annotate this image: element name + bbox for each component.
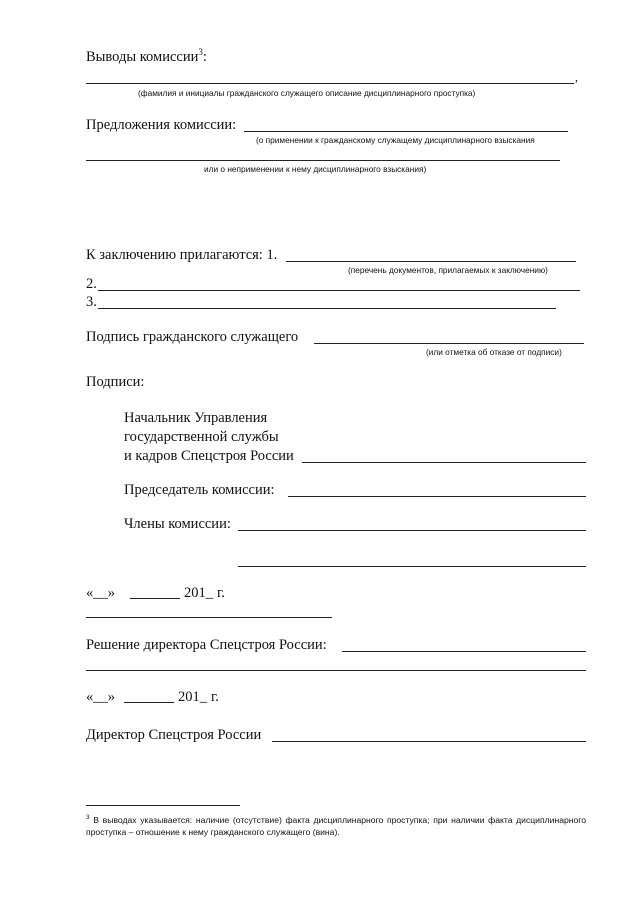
- attachment-1-line[interactable]: [286, 261, 576, 262]
- date-1-open-quote: «: [86, 585, 94, 601]
- date-1-close-quote: »: [107, 585, 115, 601]
- date-2-day: __: [93, 689, 108, 705]
- date-2-month-line[interactable]: [124, 702, 174, 703]
- date-1-year: 201_: [184, 585, 213, 601]
- footnote-number: 3: [86, 814, 90, 822]
- date-1: [86, 584, 115, 602]
- date-1-month-line[interactable]: [130, 598, 180, 599]
- conclusions-colon: :: [202, 49, 207, 65]
- head-signature-line[interactable]: [302, 462, 586, 463]
- proposals-caption-2: или о неприменении к нему дисциплинарного взыскания): [204, 164, 427, 174]
- proposals-fill-line[interactable]: [244, 131, 568, 132]
- conclusions-comma: ,: [575, 70, 578, 84]
- conclusions-label: Выводы комиссии: [86, 49, 199, 65]
- members-signature-line-2[interactable]: [238, 566, 586, 567]
- head-title-line-1: Начальник Управления: [124, 410, 268, 426]
- conclusions-fill-line[interactable]: [86, 83, 574, 84]
- head-title-line-2: государственной службы: [124, 429, 279, 445]
- director-decision-line-1[interactable]: [342, 651, 586, 652]
- attachment-3-line[interactable]: [98, 308, 556, 309]
- director-signature-line[interactable]: [272, 741, 586, 742]
- signatures-heading: Подписи:: [86, 374, 145, 390]
- date-1-signature-line[interactable]: [86, 617, 332, 618]
- attachments-label: К заключению прилагаются: 1.: [86, 247, 278, 263]
- footnote: [86, 814, 586, 838]
- proposals-caption-1: (о применении к гражданскому служащему дисциплинарного взыскания: [256, 135, 535, 145]
- footnote-reference: 3: [198, 47, 203, 58]
- members-signature-line-1[interactable]: [238, 530, 586, 531]
- date-2-suffix: г.: [211, 689, 219, 705]
- attachments-caption: (перечень документов, прилагаемых к заключению): [348, 265, 548, 275]
- head-title-line-3: и кадров Спецстроя России: [124, 448, 294, 464]
- director-decision-line-2[interactable]: [86, 670, 586, 671]
- chairman-label: Председатель комиссии:: [124, 482, 275, 498]
- members-label: Члены комиссии:: [124, 516, 231, 532]
- date-1-suffix: г.: [217, 585, 225, 601]
- footnote-text: В выводах указывается: наличие (отсутствие) факта дисциплинарного проступка; при наличии факта дисциплинарного проступка – отношение к нему гражданского служащего (вина).: [86, 815, 587, 837]
- date-2-open-quote: «: [86, 689, 94, 705]
- director-decision-label: Решение директора Спецстроя России:: [86, 637, 327, 653]
- footnote-separator: [86, 805, 240, 806]
- attachment-2-line[interactable]: [98, 290, 580, 291]
- proposals-second-line[interactable]: [86, 160, 560, 161]
- director-signature-label: Директор Спецстроя России: [86, 727, 262, 743]
- conclusions-heading: [86, 48, 207, 66]
- date-2-close-quote: »: [107, 689, 115, 705]
- attachment-2-number: 2.: [86, 276, 97, 292]
- employee-signature-caption: (или отметка об отказе от подписи): [426, 347, 562, 357]
- chairman-signature-line[interactable]: [288, 496, 586, 497]
- date-1-day: __: [93, 585, 108, 601]
- employee-signature-label: Подпись гражданского служащего: [86, 329, 299, 345]
- attachment-3-number: 3.: [86, 294, 97, 310]
- date-2: [86, 688, 115, 706]
- employee-signature-line[interactable]: [314, 343, 584, 344]
- proposals-label: Предложения комиссии:: [86, 117, 237, 133]
- conclusions-caption: (фамилия и инициалы гражданского служащего описание дисциплинарного проступка): [138, 88, 476, 98]
- date-2-year: 201_: [178, 689, 207, 705]
